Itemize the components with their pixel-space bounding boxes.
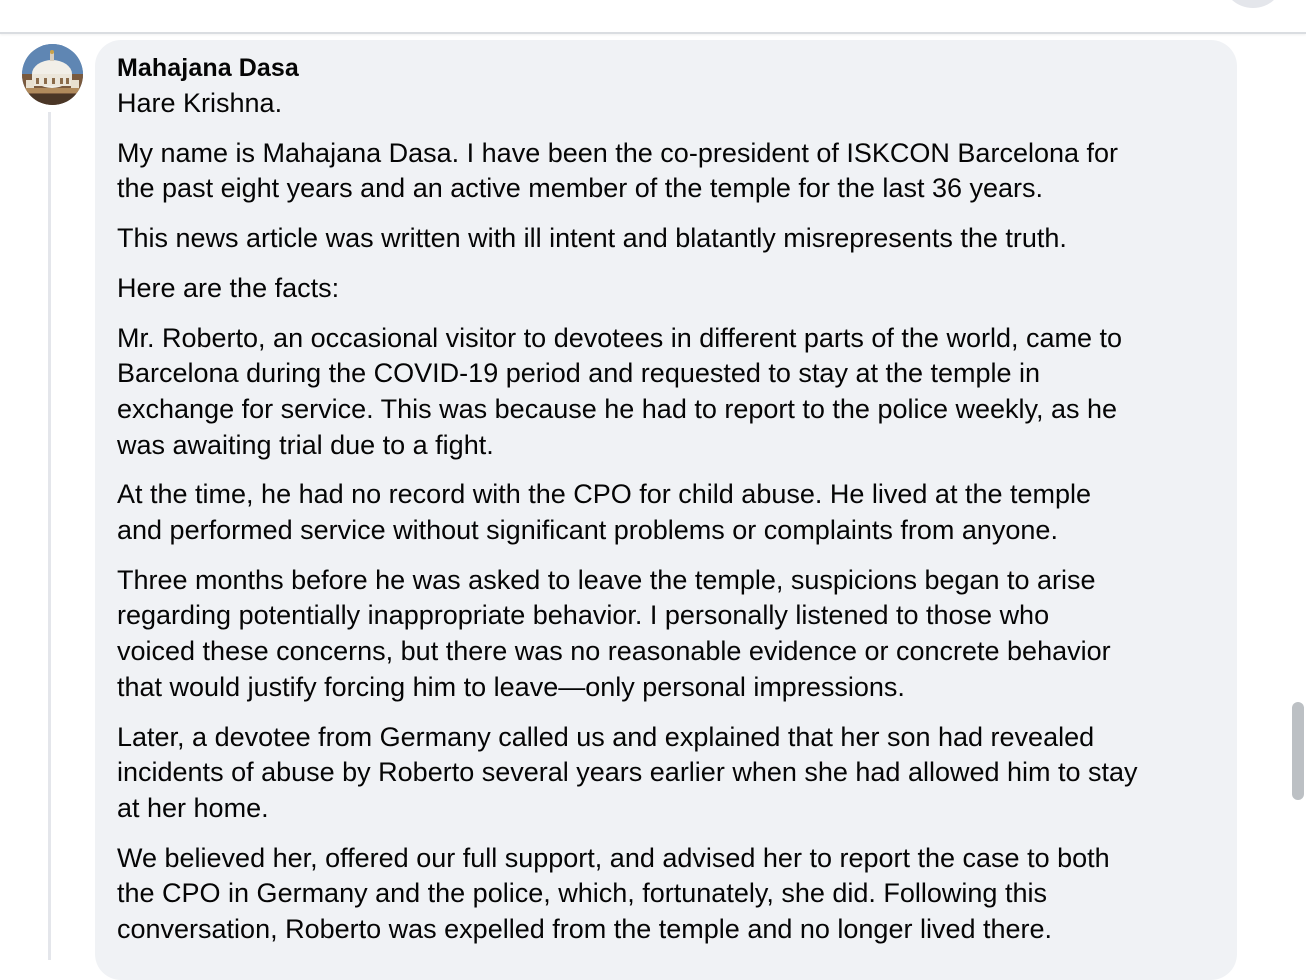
text-line: exchange for service. This was because he had to report to the police weekly, as he [117, 393, 1118, 424]
paragraph-expulsion [117, 841, 1217, 948]
paragraph-suspicions [117, 563, 1217, 706]
text-line: Three months before he was asked to leave the temple, suspicions began to arise [117, 564, 1096, 595]
text-line: at her home. [117, 792, 269, 823]
paragraph-roberto-arrival [117, 321, 1217, 464]
toolbar-circle-button[interactable] [1224, 0, 1282, 8]
text-line: Later, a devotee from Germany called us and explained that her son had revealed [117, 721, 1095, 752]
text-line: Hare Krishna. [117, 88, 283, 118]
top-toolbar [0, 0, 1306, 34]
text-line: regarding potentially inappropriate behavior. I personally listened to those who [117, 600, 1050, 631]
text-line: and performed service without significant problems or complaints from anyone. [117, 515, 1058, 546]
text-line: Barcelona during the COVID-19 period and requested to stay at the temple in [117, 358, 1041, 389]
text-line: At the time, he had no record with the CPO for child abuse. He lived at the temple [117, 479, 1092, 510]
text-line: conversation, Roberto was expelled from the temple and no longer lived there. [117, 914, 1053, 945]
paragraph-facts-heading [117, 271, 1217, 307]
paragraph-greeting [117, 86, 1217, 122]
text-line: voiced these concerns, but there was no reasonable evidence or concrete behavior [117, 636, 1111, 667]
comment-author-name[interactable]: Mahajana Dasa [117, 54, 299, 82]
paragraph-introduction [117, 136, 1217, 207]
text-line: the past eight years and an active member of the temple for the last 36 years. [117, 173, 1044, 204]
temple-dome-icon [22, 44, 83, 105]
text-line: This news article was written with ill intent and blatantly misrepresents the truth. [117, 223, 1067, 254]
text-line: the CPO in Germany and the police, which, fortunately, she did. Following this [117, 878, 1047, 909]
text-line: Mr. Roberto, an occasional visitor to devotees in different parts of the world, came to [117, 322, 1123, 353]
reply-thread-line [48, 112, 51, 960]
paragraph-germany-call [117, 720, 1217, 827]
paragraph-no-record [117, 477, 1217, 548]
paragraph-claim [117, 221, 1217, 257]
scrollbar-thumb[interactable] [1292, 702, 1304, 800]
text-line: My name is Mahajana Dasa. I have been the co-president of ISKCON Barcelona for [117, 137, 1119, 168]
text-line: We believed her, offered our full support, and advised her to report the case to both [117, 842, 1110, 873]
text-line: Here are the facts: [117, 272, 340, 303]
text-line: incidents of abuse by Roberto several years earlier when she had allowed him to stay [117, 757, 1138, 788]
author-avatar[interactable] [22, 44, 83, 105]
comment-body [117, 86, 1217, 962]
text-line: was awaiting trial due to a fight. [117, 429, 494, 460]
text-line: that would justify forcing him to leave—only personal impressions. [117, 671, 905, 702]
